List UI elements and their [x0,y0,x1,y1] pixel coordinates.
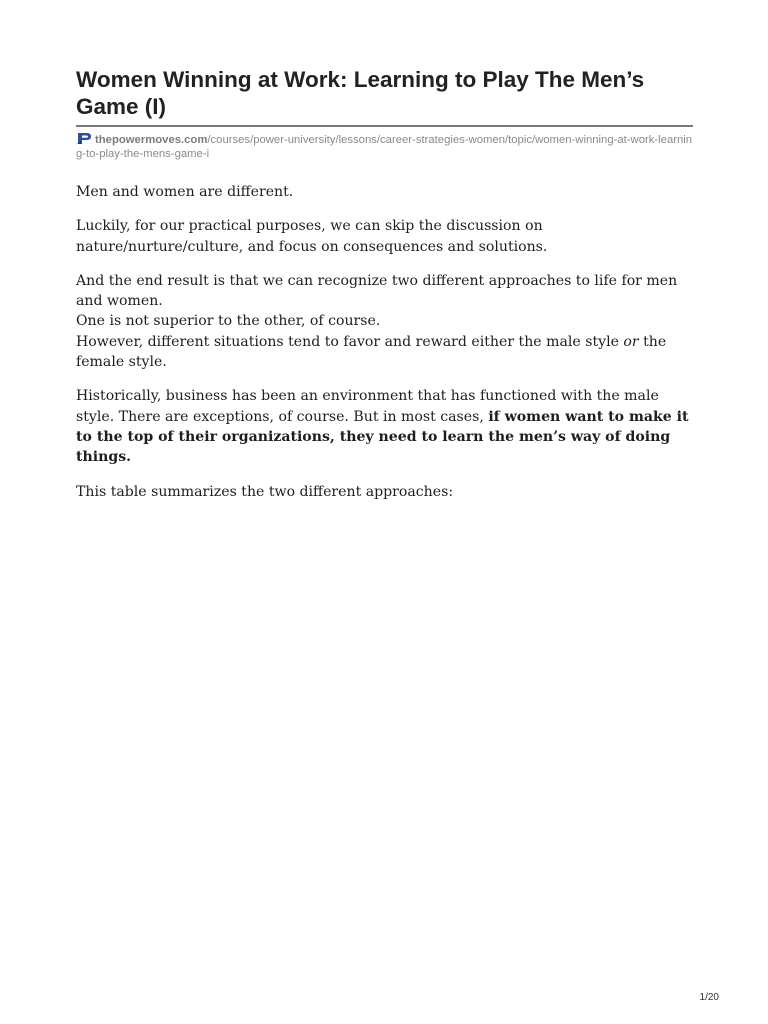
page-number: 1/20 [699,992,719,1003]
text-run: However, different situations tend to favor and reward either the male style [76,333,624,350]
paragraph: Men and women are different. [76,184,294,200]
title-divider [76,125,693,127]
paragraph: This table summarizes the two different approaches: [76,483,454,500]
text-run: Historically, business has been an environment that has functioned with the male style. There are exceptions, of course. But in most cases, [76,388,659,425]
page-title: Women Winning at Work: Learning to Play The Men’s Game (I) [76,67,645,119]
bold-text: if women want to make it to the top of their organizations, they need to learn the men’s way of doing things. [76,408,689,466]
paragraph-line: And the end result is that we can recognize two different approaches to life for men and women. [76,272,678,310]
paragraph [76,386,696,467]
article-body [76,182,696,516]
paragraph-line [76,332,696,373]
paragraph [76,271,696,372]
paragraph-line: One is not superior to the other, of course. [76,313,381,330]
paragraph: Luckily, for our practical purposes, we can skip the discussion on nature/nurture/culture, and focus on consequences and solutions. [76,218,548,255]
source-url[interactable] [76,132,696,161]
source-domain[interactable]: thepowermoves.com [95,134,208,146]
text-run: the female style. [76,333,667,371]
emphasis-text: or [623,333,639,350]
thepowermoves-logo-icon [76,132,92,145]
source-path[interactable]: /courses/power-university/lessons/career-strategies-women/topic/women-winning-at-work-learning-to-play-the-mens-game-i [76,134,693,160]
